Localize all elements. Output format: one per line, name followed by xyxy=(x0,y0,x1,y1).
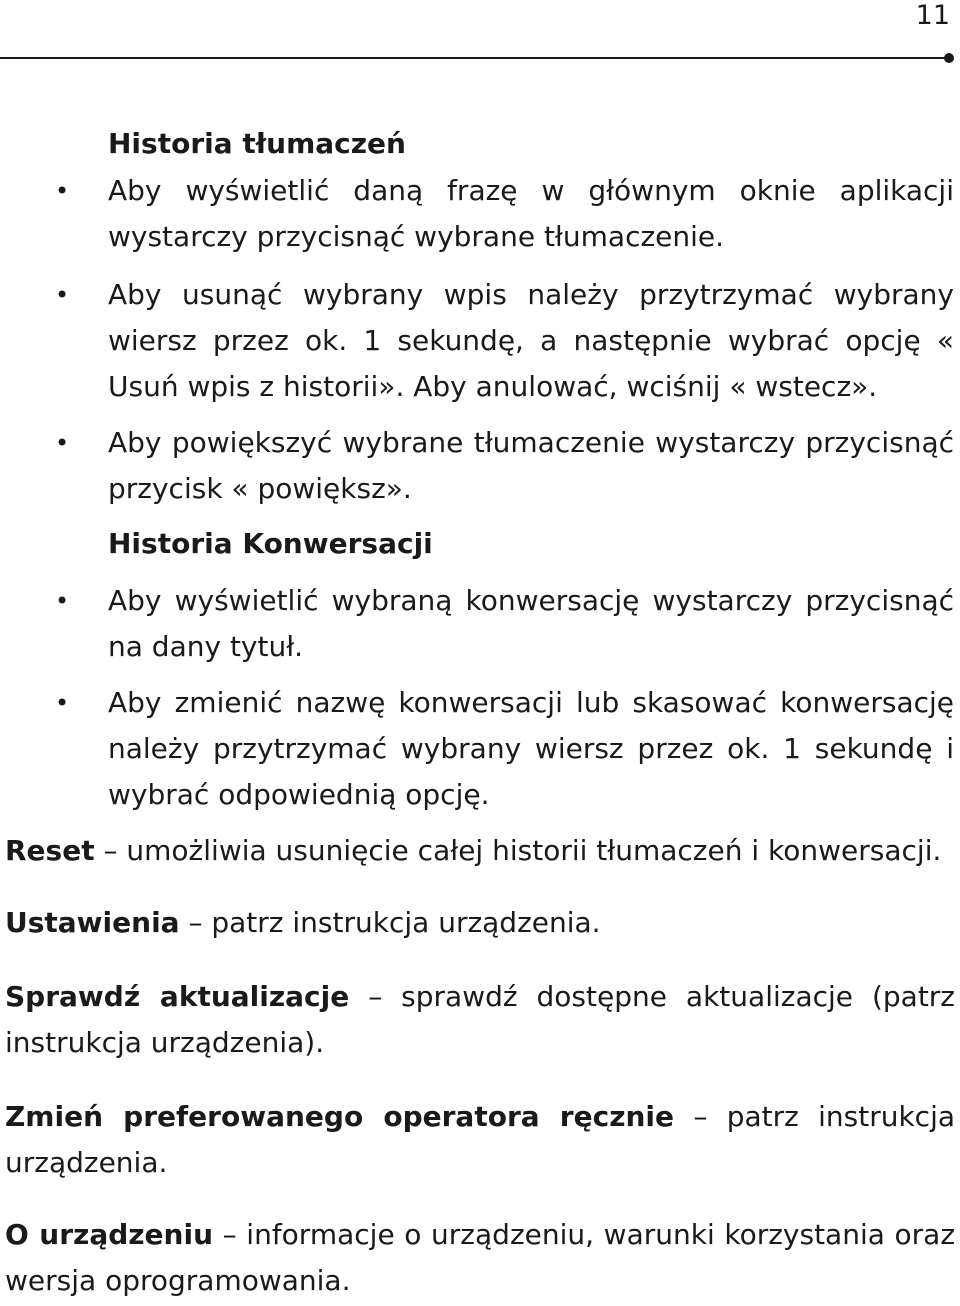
settings-item-updates xyxy=(5,974,955,1066)
bullet-marker: • xyxy=(55,177,70,205)
conversations-bullet-1: Aby wyświetlić wybraną konwersację wystarczy przycisnąć na dany tytuł. xyxy=(108,584,954,663)
bullet-marker: • xyxy=(55,689,70,717)
settings-term: Zmień preferowanego operatora ręcznie xyxy=(5,1100,675,1133)
settings-term: O urządzeniu xyxy=(5,1218,214,1251)
history-heading: Historia tłumaczeń xyxy=(108,127,406,160)
conversations-heading: Historia Konwersacji xyxy=(108,527,433,560)
settings-term: Sprawdź aktualizacje xyxy=(5,980,350,1013)
bullet-marker: • xyxy=(55,587,70,615)
settings-description: umożliwia usunięcie całej historii tłumaczeń i konwersacji. xyxy=(126,834,942,867)
settings-dash: – xyxy=(103,834,118,867)
history-bullet-3: Aby powiększyć wybrane tłumaczenie wystarczy przycisnąć przycisk « powiększ». xyxy=(108,426,954,505)
settings-description: patrz instrukcja urządzenia. xyxy=(211,906,601,939)
bullet-marker: • xyxy=(55,429,70,457)
settings-description: informacje o urządzeniu, warunki korzystania oraz wersja oprogramowania. xyxy=(5,1218,956,1297)
settings-item-about xyxy=(5,1212,955,1304)
conversations-bullet-2: Aby zmienić nazwę konwersacji lub skasować konwersację należy przytrzymać wybrany wiersz przez ok. 1 sekundę i wybrać odpowiednią opcję. xyxy=(108,686,954,811)
settings-item-operator xyxy=(5,1094,955,1186)
settings-description: sprawdź dostępne aktualizacje (patrz instrukcja urządzenia). xyxy=(5,980,956,1059)
settings-dash: – xyxy=(368,980,383,1013)
bullet-marker: • xyxy=(55,281,70,309)
history-bullet-2: Aby usunąć wybrany wpis należy przytrzymać wybrany wiersz przez ok. 1 sekundę, a następnie wybrać opcję « Usuń wpis z historii». Aby anulować, wciśnij « wstecz». xyxy=(108,278,954,403)
settings-item-ustawienia xyxy=(5,900,955,946)
header-rule-dot xyxy=(944,53,954,63)
header-rule xyxy=(0,57,948,59)
settings-dash: – xyxy=(222,1218,237,1251)
settings-term: Ustawienia xyxy=(5,906,180,939)
page-number: 11 xyxy=(915,0,950,31)
settings-description: patrz instrukcja urządzenia. xyxy=(5,1100,956,1179)
settings-term: Reset xyxy=(5,834,95,867)
settings-dash: – xyxy=(693,1100,708,1133)
settings-item-reset xyxy=(5,828,955,874)
settings-dash: – xyxy=(188,906,203,939)
history-bullet-1: Aby wyświetlić daną frazę w głównym oknie aplikacji wystarczy przycisnąć wybrane tłumaczenie. xyxy=(108,174,954,253)
